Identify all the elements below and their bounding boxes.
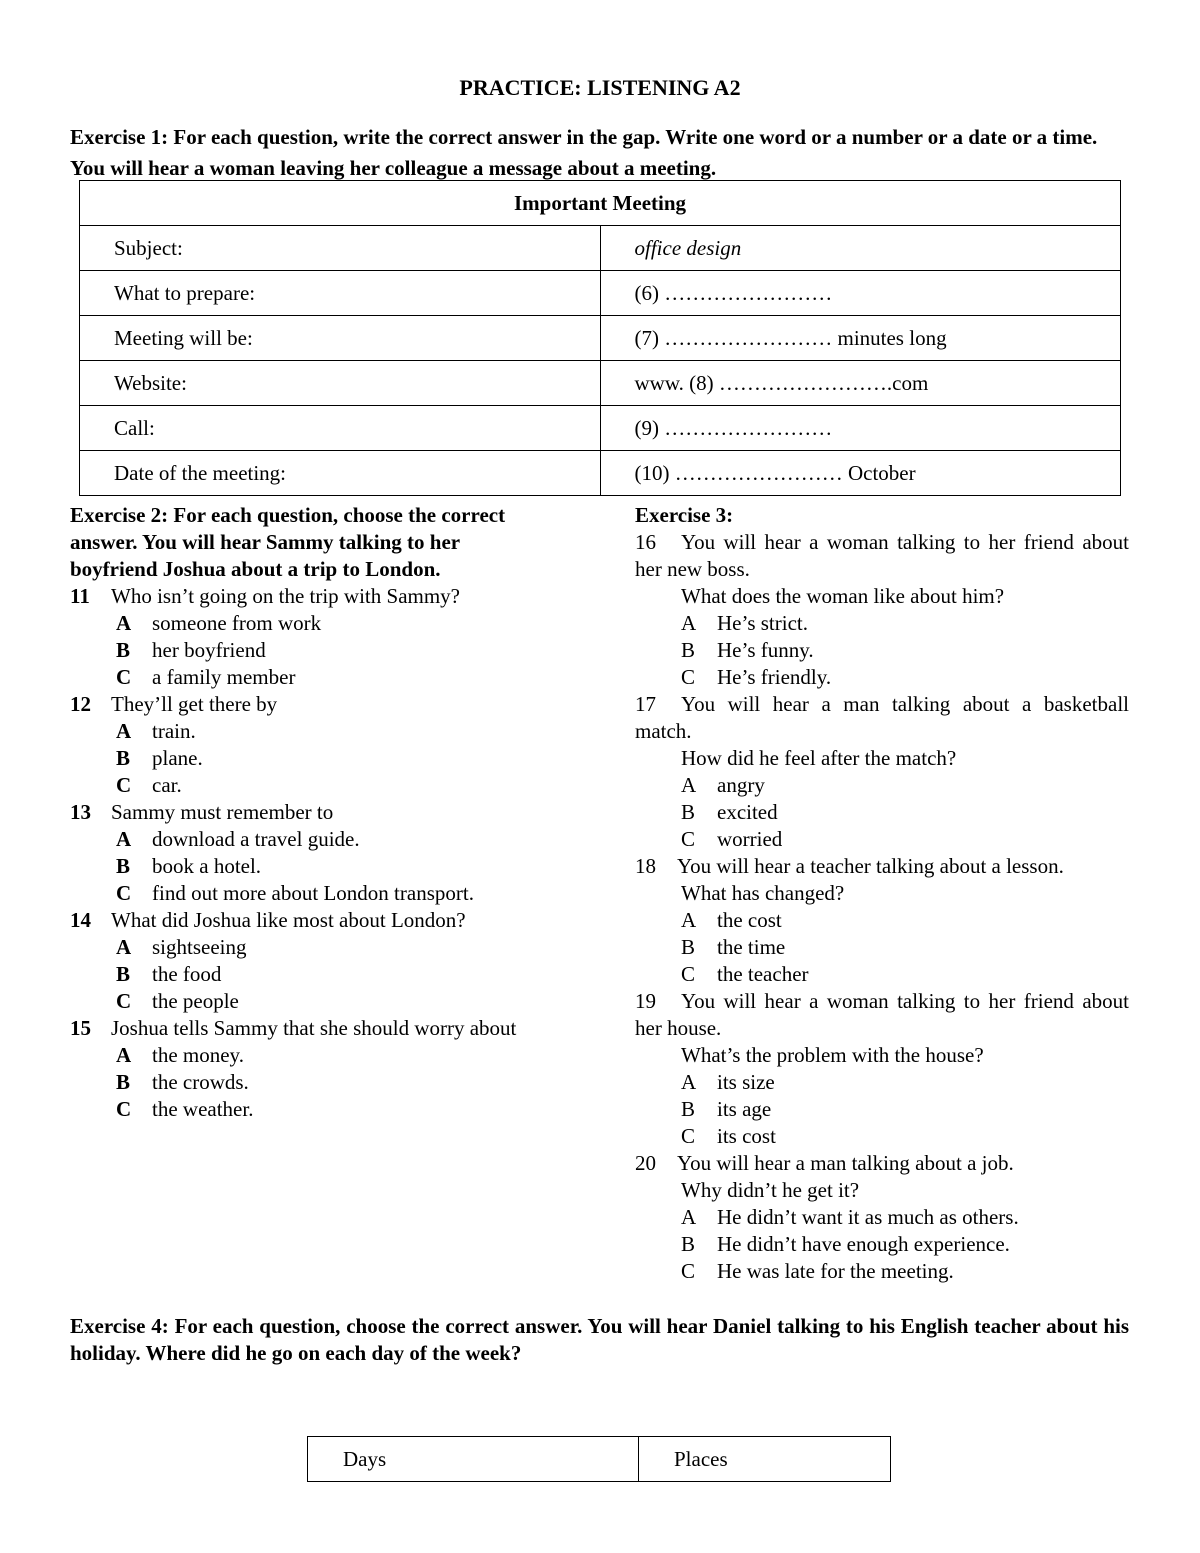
option-letter: A xyxy=(116,935,132,959)
question-sub: How did he feel after the match? xyxy=(681,746,957,770)
option xyxy=(70,745,520,772)
option-text: plane. xyxy=(152,746,203,770)
option-text: the teacher xyxy=(717,962,809,986)
option-text: someone from work xyxy=(152,611,322,635)
option-text: download a travel guide. xyxy=(152,827,360,851)
row-label: Date of the meeting: xyxy=(80,451,601,496)
option xyxy=(70,718,520,745)
question-sub: What’s the problem with the house? xyxy=(681,1043,984,1067)
column-header-days: Days xyxy=(308,1437,639,1482)
option xyxy=(70,934,520,961)
question-text: You will hear a woman talking to her friend about her house. xyxy=(635,989,1129,1040)
page-title: PRACTICE: LISTENING A2 xyxy=(459,75,741,100)
question xyxy=(70,691,520,718)
option-letter: B xyxy=(116,854,131,878)
question-sub: What does the woman like about him? xyxy=(681,584,1005,608)
exercise-2-label: Exercise 2: xyxy=(70,503,169,527)
option-text: the food xyxy=(152,962,222,986)
option-letter: B xyxy=(116,962,131,986)
option xyxy=(70,880,520,907)
option xyxy=(70,664,520,691)
option-text: the people xyxy=(152,989,239,1013)
option-text: angry xyxy=(717,773,765,797)
question xyxy=(635,1150,1129,1177)
row-value: (9) …………………… xyxy=(600,406,1121,451)
option-letter: C xyxy=(681,827,696,851)
question xyxy=(70,907,520,934)
exercise-1-label: Exercise 1: xyxy=(70,125,169,149)
option-text: excited xyxy=(717,800,778,824)
row-label: Meeting will be: xyxy=(80,316,601,361)
option xyxy=(635,1069,1129,1096)
option xyxy=(635,610,1129,637)
row-value: (7) …………………… minutes long xyxy=(600,316,1121,361)
option xyxy=(635,961,1129,988)
option-letter: A xyxy=(681,1070,697,1094)
option-letter: B xyxy=(681,1097,696,1121)
exercise-4-label: Exercise 4: xyxy=(70,1314,169,1338)
option xyxy=(70,1096,520,1123)
option-letter: A xyxy=(681,773,697,797)
question-text: Sammy must remember to xyxy=(111,800,334,824)
option-text: the crowds. xyxy=(152,1070,249,1094)
option-text: the cost xyxy=(717,908,782,932)
row-label: Website: xyxy=(80,361,601,406)
meeting-table-title: Important Meeting xyxy=(80,181,1121,226)
question-number: 15 xyxy=(70,1016,91,1040)
option-text: the time xyxy=(717,935,786,959)
question-text: Who isn’t going on the trip with Sammy? xyxy=(111,584,461,608)
exercise-2-instruction xyxy=(70,502,520,583)
option-text: find out more about London transport. xyxy=(152,881,474,905)
question-number: 19 xyxy=(635,989,656,1013)
table-row xyxy=(80,451,1121,496)
table-row xyxy=(80,361,1121,406)
option xyxy=(635,1123,1129,1150)
exercise-3-label: Exercise 3: xyxy=(635,503,734,527)
option-text: He was late for the meeting. xyxy=(717,1259,954,1283)
option-text: the weather. xyxy=(152,1097,254,1121)
option-letter: B xyxy=(116,638,131,662)
option-text: car. xyxy=(152,773,182,797)
question-text: What did Joshua like most about London? xyxy=(111,908,466,932)
option-text: train. xyxy=(152,719,196,743)
option-text: He’s friendly. xyxy=(717,665,832,689)
option-letter: C xyxy=(116,881,132,905)
row-value: www. (8) …………………….com xyxy=(600,361,1121,406)
option-letter: C xyxy=(116,773,132,797)
option-text: the money. xyxy=(152,1043,244,1067)
option xyxy=(635,799,1129,826)
question xyxy=(70,799,520,826)
exercise-4-instruction xyxy=(70,1313,1129,1367)
row-label: Subject: xyxy=(80,226,601,271)
question-number: 11 xyxy=(70,584,90,608)
question-text: Joshua tells Sammy that she should worry about xyxy=(111,1016,517,1040)
option-letter: B xyxy=(681,1232,696,1256)
option xyxy=(635,1258,1129,1285)
option-letter: A xyxy=(681,908,697,932)
question xyxy=(635,853,1129,880)
question-text: You will hear a man talking about a basketball match. xyxy=(635,692,1129,743)
option xyxy=(70,988,520,1015)
option-text: sightseeing xyxy=(152,935,247,959)
option-letter: C xyxy=(681,962,696,986)
option-letter: A xyxy=(116,611,132,635)
question xyxy=(70,583,520,610)
question-text: They’ll get there by xyxy=(111,692,278,716)
option-letter: A xyxy=(116,719,132,743)
option-letter: C xyxy=(681,665,696,689)
question-number: 14 xyxy=(70,908,91,932)
meeting-table xyxy=(79,180,1121,496)
option xyxy=(635,907,1129,934)
option xyxy=(635,1096,1129,1123)
option-letter: C xyxy=(116,989,132,1013)
table-row xyxy=(80,271,1121,316)
option xyxy=(70,826,520,853)
option xyxy=(70,1042,520,1069)
question-text: You will hear a woman talking to her friend about her new boss. xyxy=(635,530,1129,581)
question-sub: Why didn’t he get it? xyxy=(681,1178,860,1202)
option xyxy=(70,1069,520,1096)
option-letter: C xyxy=(681,1124,696,1148)
option-text: He didn’t have enough experience. xyxy=(717,1232,1010,1256)
option-text: He’s strict. xyxy=(717,611,808,635)
question xyxy=(635,691,1129,745)
option xyxy=(635,826,1129,853)
option-letter: A xyxy=(681,611,697,635)
option-letter: C xyxy=(116,1097,132,1121)
table-row xyxy=(80,226,1121,271)
option-letter: A xyxy=(116,1043,132,1067)
option-letter: B xyxy=(681,935,696,959)
option xyxy=(635,1204,1129,1231)
option-letter: A xyxy=(116,827,132,851)
table-row xyxy=(80,181,1121,226)
row-label: Call: xyxy=(80,406,601,451)
question-sub: What has changed? xyxy=(681,881,845,905)
question-number: 13 xyxy=(70,800,91,824)
option xyxy=(635,637,1129,664)
option-text: worried xyxy=(717,827,783,851)
question xyxy=(635,529,1129,583)
option-letter: B xyxy=(116,1070,131,1094)
exercise-2 xyxy=(70,502,520,1123)
days-places-table xyxy=(307,1436,891,1482)
option xyxy=(70,772,520,799)
option-text: its cost xyxy=(717,1124,776,1148)
option-text: book a hotel. xyxy=(152,854,262,878)
option-letter: B xyxy=(116,746,131,770)
row-value-text: office design xyxy=(634,235,742,260)
option xyxy=(635,772,1129,799)
exercise-1-instruction xyxy=(70,122,1130,184)
row-value: (6) …………………… xyxy=(600,271,1121,316)
option xyxy=(635,934,1129,961)
exercise-3 xyxy=(635,502,1129,1285)
row-value: (10) …………………… October xyxy=(600,451,1121,496)
option-letter: A xyxy=(681,1205,697,1229)
option-letter: C xyxy=(681,1259,696,1283)
question xyxy=(70,1015,520,1042)
option-text: its size xyxy=(717,1070,775,1094)
column-header-places: Places xyxy=(639,1437,891,1482)
option xyxy=(70,610,520,637)
row-value xyxy=(600,226,1121,271)
option-letter: C xyxy=(116,665,132,689)
option xyxy=(635,1231,1129,1258)
option xyxy=(70,853,520,880)
question-text: You will hear a man talking about a job. xyxy=(677,1151,1014,1175)
question-number: 16 xyxy=(635,530,656,554)
question-number: 18 xyxy=(635,854,656,878)
table-row xyxy=(80,316,1121,361)
option-text: its age xyxy=(717,1097,772,1121)
table-row xyxy=(80,406,1121,451)
question xyxy=(635,988,1129,1042)
exercise-2-text: For each question, choose the correct answer. You will hear Sammy talking to her boyfriend Joshua about a trip to London. xyxy=(70,503,506,581)
option-text: her boyfriend xyxy=(152,638,266,662)
question-number: 12 xyxy=(70,692,91,716)
exercise-1-text: For each question, write the correct answer in the gap. Write one word or a number or a date or a time. You will hear a woman leaving her colleague a message about a meeting. xyxy=(70,125,1098,180)
option xyxy=(70,637,520,664)
question-number: 20 xyxy=(635,1151,656,1175)
question-number: 17 xyxy=(635,692,656,716)
option xyxy=(70,961,520,988)
row-label: What to prepare: xyxy=(80,271,601,316)
option xyxy=(635,664,1129,691)
option-text: a family member xyxy=(152,665,296,689)
option-letter: B xyxy=(681,800,696,824)
question-text: You will hear a teacher talking about a lesson. xyxy=(677,854,1064,878)
option-text: He didn’t want it as much as others. xyxy=(717,1205,1019,1229)
table-row xyxy=(308,1437,891,1482)
option-text: He’s funny. xyxy=(717,638,814,662)
exercise-4-text: For each question, choose the correct answer. You will hear Daniel talking to his English teacher about his holiday. Where did he go on each day of the week? xyxy=(70,1314,1130,1365)
option-letter: B xyxy=(681,638,696,662)
